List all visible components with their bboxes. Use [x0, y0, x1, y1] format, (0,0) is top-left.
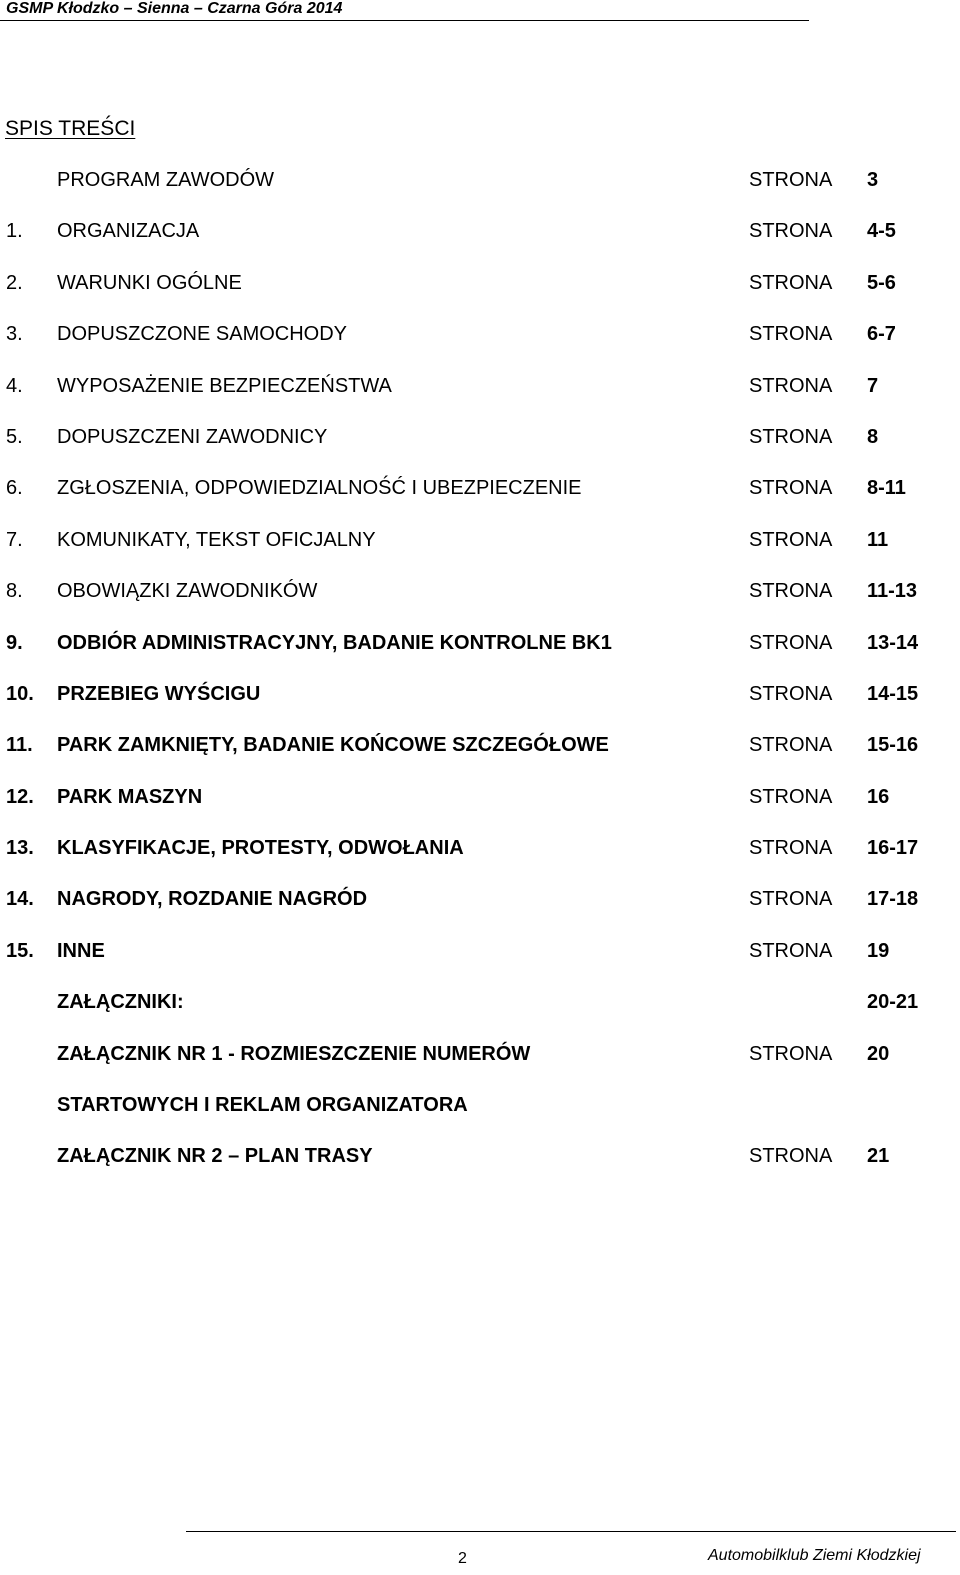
toc-strona-label: STRONA: [749, 169, 833, 191]
toc-title: ZGŁOSZENIA, ODPOWIEDZIALNOŚĆ I UBEZPIECZENIE: [57, 477, 582, 500]
toc-number: 12.: [6, 785, 34, 808]
toc-number: 4.: [6, 374, 23, 397]
toc-title: ZAŁĄCZNIKI:: [57, 991, 184, 1014]
toc-row: [0, 887, 960, 938]
toc-strona-label: STRONA: [749, 888, 833, 911]
toc-row: [0, 271, 960, 322]
toc-page-range: 15-16: [867, 734, 919, 757]
toc-strona-label: STRONA: [749, 425, 833, 448]
toc-title: STARTOWYCH I REKLAM ORGANIZATORA: [57, 1094, 468, 1117]
toc-page-range: 7: [867, 374, 879, 397]
toc-row: [0, 528, 960, 579]
toc-row: [0, 939, 960, 990]
toc-page-range: 16: [867, 785, 890, 808]
toc-title: KOMUNIKATY, TEKST OFICJALNY: [57, 528, 376, 551]
toc-page-range: 6-7: [867, 323, 896, 346]
toc-page-range: 11-13: [867, 580, 918, 603]
toc-row: [0, 476, 960, 527]
toc-row: [0, 425, 960, 476]
toc-strona-label: STRONA: [749, 785, 833, 808]
toc-title: PARK ZAMKNIĘTY, BADANIE KOŃCOWE SZCZEGÓŁOWE: [57, 734, 609, 757]
toc-title: NAGRODY, ROZDANIE NAGRÓD: [57, 888, 368, 911]
toc-strona-label: STRONA: [749, 631, 833, 654]
toc-strona-label: STRONA: [749, 374, 833, 397]
toc-number: 7.: [6, 528, 23, 551]
toc-strona-label: STRONA: [749, 323, 833, 346]
toc-row: [0, 322, 960, 373]
toc-row: [0, 836, 960, 887]
toc-row: [0, 990, 960, 1041]
toc-strona-label: STRONA: [749, 528, 833, 551]
footer-divider: [186, 1531, 956, 1532]
toc-title: PARK MASZYN: [57, 785, 203, 808]
toc-page-range: 19: [867, 939, 890, 962]
toc-row: [0, 579, 960, 630]
toc-number: 11.: [6, 734, 33, 757]
toc-strona-label: STRONA: [749, 580, 833, 603]
toc-number: 14.: [6, 888, 34, 911]
footer-organization: Automobilklub Ziemi Kłodzkiej: [708, 1547, 921, 1564]
toc-title: DOPUSZCZONE SAMOCHODY: [57, 323, 348, 346]
toc-number: 8.: [6, 580, 23, 603]
toc-strona-label: STRONA: [749, 1042, 833, 1065]
toc-number: 3.: [6, 323, 23, 346]
toc-title: OBOWIĄZKI ZAWODNIKÓW: [57, 580, 318, 603]
toc-page-range: 17-18: [867, 888, 919, 911]
toc-row: [0, 1093, 960, 1144]
toc-title: ORGANIZACJA: [57, 220, 200, 243]
toc-page-range: 3: [867, 169, 879, 191]
toc-title: ZAŁĄCZNIK NR 2 – PLAN TRASY: [57, 1145, 373, 1168]
toc-row: [0, 374, 960, 425]
toc-page-range: 21: [867, 1145, 890, 1168]
header-title: GSMP Kłodzko – Sienna – Czarna Góra 2014: [6, 0, 343, 17]
toc-row: [0, 682, 960, 733]
toc-strona-label: STRONA: [749, 477, 833, 500]
toc-title: INNE: [57, 939, 105, 962]
toc-strona-label: STRONA: [749, 682, 833, 705]
toc-page-range: 16-17: [867, 837, 919, 860]
toc-title: PRZEBIEG WYŚCIGU: [57, 682, 261, 705]
toc-row: [0, 219, 960, 270]
toc-heading: SPIS TREŚCI: [5, 117, 136, 140]
toc-strona-label: STRONA: [749, 220, 833, 243]
toc-page-range: 13-14: [867, 631, 919, 654]
toc-number: 13.: [6, 837, 34, 860]
toc-title: DOPUSZCZENI ZAWODNICY: [57, 425, 328, 448]
toc-number: 6.: [6, 477, 23, 500]
toc-page-range: 4-5: [867, 220, 896, 243]
toc-row: [0, 168, 960, 219]
toc-number: 15.: [6, 939, 34, 962]
toc-number: 9.: [6, 631, 23, 654]
toc-strona-label: STRONA: [749, 1145, 833, 1168]
toc-page-range: 5-6: [867, 271, 896, 294]
toc-page-range: 11: [867, 528, 889, 551]
toc-strona-label: STRONA: [749, 734, 833, 757]
toc-strona-label: STRONA: [749, 939, 833, 962]
toc-page-range: 14-15: [867, 682, 919, 705]
toc-row: [0, 733, 960, 784]
table-of-contents: [0, 168, 960, 1196]
toc-title: WYPOSAŻENIE BEZPIECZEŃSTWA: [57, 374, 392, 397]
toc-row: [0, 1042, 960, 1093]
toc-number: 1.: [6, 220, 23, 243]
toc-page-range: 20: [867, 1042, 890, 1065]
toc-page-range: 8: [867, 425, 879, 448]
toc-page-range: 8-11: [867, 477, 906, 500]
toc-row: [0, 785, 960, 836]
toc-row: [0, 1144, 960, 1195]
toc-number: 5.: [6, 425, 23, 448]
header-divider: [0, 20, 809, 21]
toc-title: ODBIÓR ADMINISTRACYJNY, BADANIE KONTROLNE BK1: [57, 631, 612, 654]
toc-title: PROGRAM ZAWODÓW: [57, 169, 275, 191]
toc-strona-label: STRONA: [749, 837, 833, 860]
toc-number: 10.: [6, 682, 34, 705]
toc-title: WARUNKI OGÓLNE: [57, 271, 242, 294]
toc-title: ZAŁĄCZNIK NR 1 - ROZMIESZCZENIE NUMERÓW: [57, 1042, 531, 1065]
toc-row: [0, 631, 960, 682]
toc-page-range: 20-21: [867, 991, 919, 1014]
page-number: 2: [458, 1550, 467, 1567]
toc-strona-label: STRONA: [749, 271, 833, 294]
toc-number: 2.: [6, 271, 23, 294]
toc-title: KLASYFIKACJE, PROTESTY, ODWOŁANIA: [57, 837, 464, 860]
